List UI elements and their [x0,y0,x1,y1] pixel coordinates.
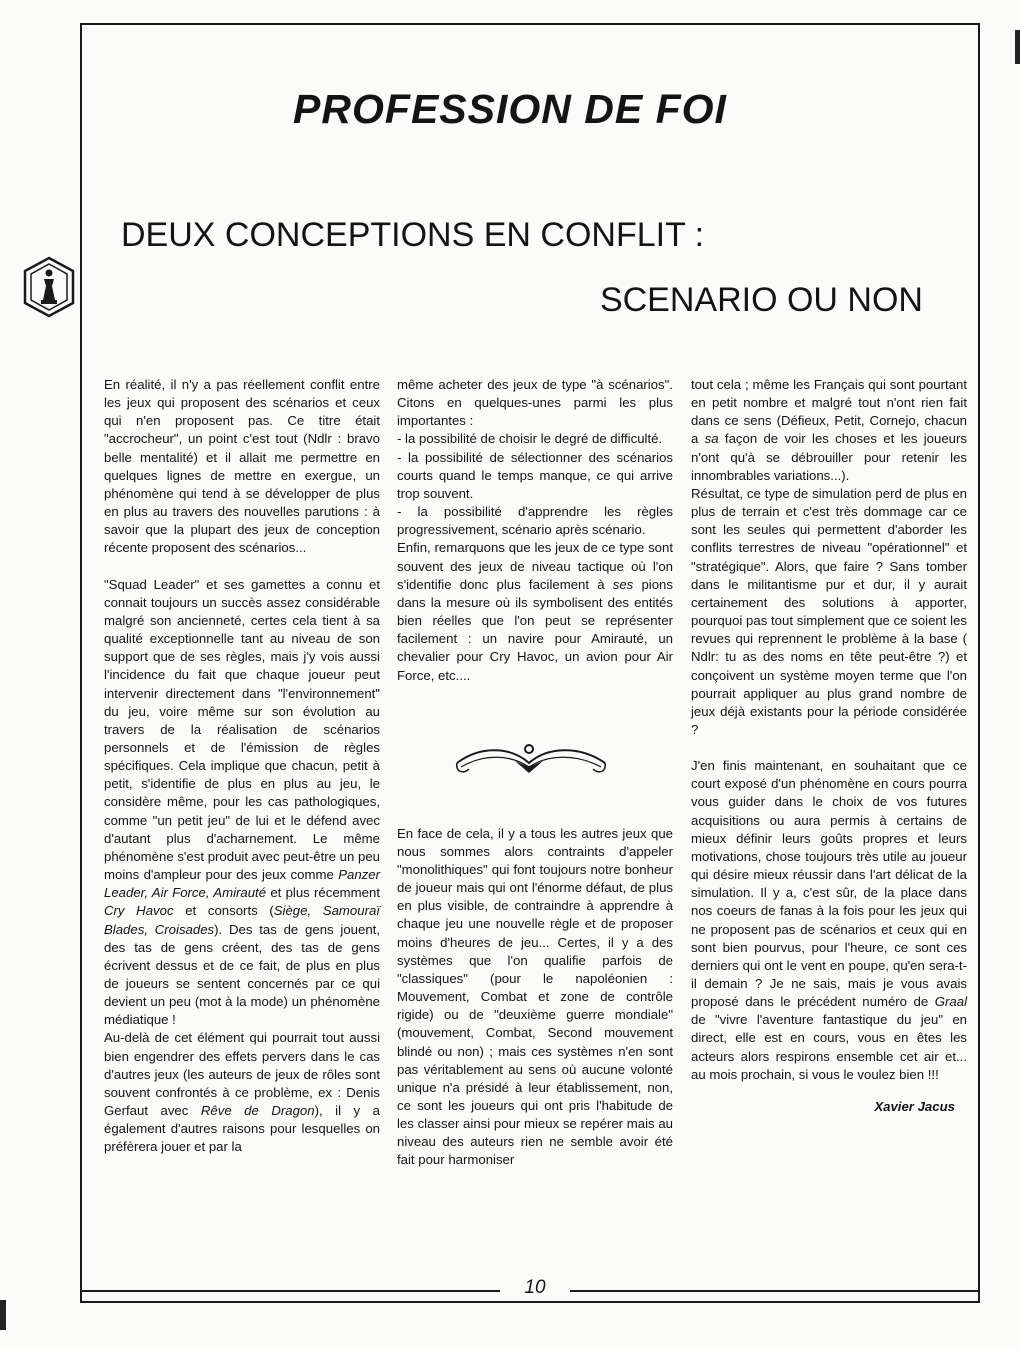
decorative-swirl-divider-icon [451,737,611,781]
paragraph: J'en finis maintenant, en souhaitant que ce court exposé d'un phénomène en cours pourra vous guider dans le choix de vos futures acquisitions ou aura permis à certains de mieux définir leurs goûts propres et leurs motivations, chose toujours très utile au joueur qui désire mieux réussir dans l'art délicat de la simulation. Il y a, c'est sûr, de la place dans nos coeurs de fanas à la fois pour les jeux qui ne proposent pas de scénarios et ceux qui en sont bien pourvus, pour l'heure, ce sont ces derniers qui ont le vent en poupe, qu'en sera-t-il demain ? Je ne sais, mais je vous avais proposé dans le précédent numéro de Graal de "vivre l'aventure fantastique du jeu" en direct, elle est en cours, vous en êtes les acteurs alors respirons ensemble cet air et... au mois prochain, si vous le voulez bien !!! [691,758,967,1082]
paragraph: En face de cela, il y a tous les autres jeux que nous sommes alors contraints d'appeler "monolithiques" qui font toujours notre bonheur de joueur mais qui ont l'énorme défaut, de plus en plus visible, de contraindre à apprendre à chaque jeu une nouvelle règle et de proposer moins d'heures de jeu... Certes, il y a des systèmes que l'on qualifie parfois de "classiques" (pour le napoléonien : Mouvement, Combat et zone de contrôle rigide) ou de "deuxième guerre mondiale" (mouvement, Combat, Second mouvement blindé ou non) ; mais ces systèmes n'en sont pas véritablement au sens où aucune volonté unique n'a présidé à leur établissement, non, ce sont les joueurs qui ont pris l'habitude de les classer ainsi pour mieux se repérer mais au niveau des auteurs rien ne semble avoir été fait pour harmoniser [397,825,673,1168]
text-column-2 [397,376,673,1170]
subtitle-line-1: DEUX CONCEPTIONS EN CONFLIT : [121,216,705,254]
page-number: 10 [500,1277,570,1299]
footer-rule-left [80,1290,505,1292]
list-item: - la possibilité de sélectionner des scénarios courts quand le temps manque, ce qui arrive trop souvent. [397,449,673,501]
chess-piece-shield-icon [22,256,76,318]
paragraph: "Squad Leader" et ses gamettes a connu et connait toujours un succès assez considérable malgré son ancienneté, certes cela tient à sa qualité exceptionnelle tant au niveau de son support que de ses règles, mais j'y vois aussi l'incidence du fait que chaque joueur peut intervenir directement dans "l'environnement" du jeu, voire même sur son évolution au travers de la réalisation de scénarios personnels et de l'émission de règles spécifiques. Cela implique que chacun, petit à petit, s'identifie de plus en plus au jeu, le considère même, pour les cas pathologiques, comme "un petit jeu" de lui et le défend avec d'autant plus d'acharnement. Le même phénomène s'est produit avec peut-être un peu moins d'ampleur pour des jeux comme Panzer Leader, Air Force, Amirauté et plus récemment Cry Havoc et consorts (Siège, Samouraï Blades, Croisades). Des tas de gens jouent, des tas de gens créent, des tas de gens écrivent dessus et de ce fait, de plus en plus de joueurs se sentent concernés par ce qui devient un peu (mot à la mode) un phénomène médiatique ! [104,576,380,1028]
author-signature: Xavier Jacus [874,1098,955,1114]
subtitle-line-2: SCENARIO OU NON [599,281,923,319]
text-column-3 [691,376,967,1116]
paragraph: Au-delà de cet élément qui pourrait tout aussi bien engendrer des effets pervers dans le cas d'autres jeux (les auteurs de jeux de rôles sont souvent confrontés à ce problème, ex : Denis Gerfaut avec Rêve de Dragon), il y a également d'autres raisons pour lesquelles on préfèrera jouer et par la [104,1030,380,1155]
paragraph: En réalité, il n'y a pas réellement conflit entre les jeux qui proposent des scénarios et ceux qui n'en proposent pas. Ce titre était "accrocheur", un point c'est tout (Ndlr : bravo belle mentalité) et il allait me permettre en quelques lignes de mettre en exergue, un phénomène qui tend à se développer de plus en plus au travers des nouvelles parutions : à savoir que la plupart des jeux de conception récente proposent des scénarios... [104,377,380,556]
paragraph: Enfin, remarquons que les jeux de ce type sont souvent des jeux de niveau tactique où l'on s'identifie donc plus facilement à ses pions dans la mesure où ils symbolisent des entités bien réelles que l'on peut se représenter facilement : un navire pour Amirauté, un chevalier pour Cry Havoc, un avion pour Air Force, etc.... [397,540,673,683]
paragraph: tout cela ; même les Français qui sont pourtant en petit nombre et malgré tout n'ont rien fait dans ce sens (Défieux, Petit, Cornejo, chacun a sa façon de voir les choses et les joueurs n'ont qu'à se débrouiller pour retenir les innombrables variations...). [691,377,968,483]
text-column-1 [104,376,380,1157]
footer-rule-right [565,1290,980,1292]
paragraph: même acheter des jeux de type "à scénarios". Citons en quelques-unes parmi les plus importantes : [397,377,673,429]
list-item: - la possibilité de choisir le degré de difficulté. [397,431,663,447]
paragraph: Résultat, ce type de simulation perd de plus en plus de terrain et c'est très dommage car ce sont les seules qui permettent d'aborder les conflits terrestres de niveau "opérationnel" et "stratégique". Alors, que faire ? Sans tomber dans le militantisme pur et dur, il y aurait certainement des solutions à apporter, pourquoi pas tout simplement que ce soient les revues qui reprennent le problème à la base ( Ndlr: tu as des noms en tête peut-être ?) et conçoivent un système moyen terme que l'on pourrait appliquer au plus grand nombre de jeux déjà existants pour la période considérée ? [691,485,967,737]
scan-edge-mark [0,1300,6,1330]
list-item: - la possibilité d'apprendre les règles progressivement, scénario après scénario. [397,504,673,538]
page-title: PROFESSION DE FOI [293,86,727,132]
scan-edge-mark [1015,30,1020,64]
